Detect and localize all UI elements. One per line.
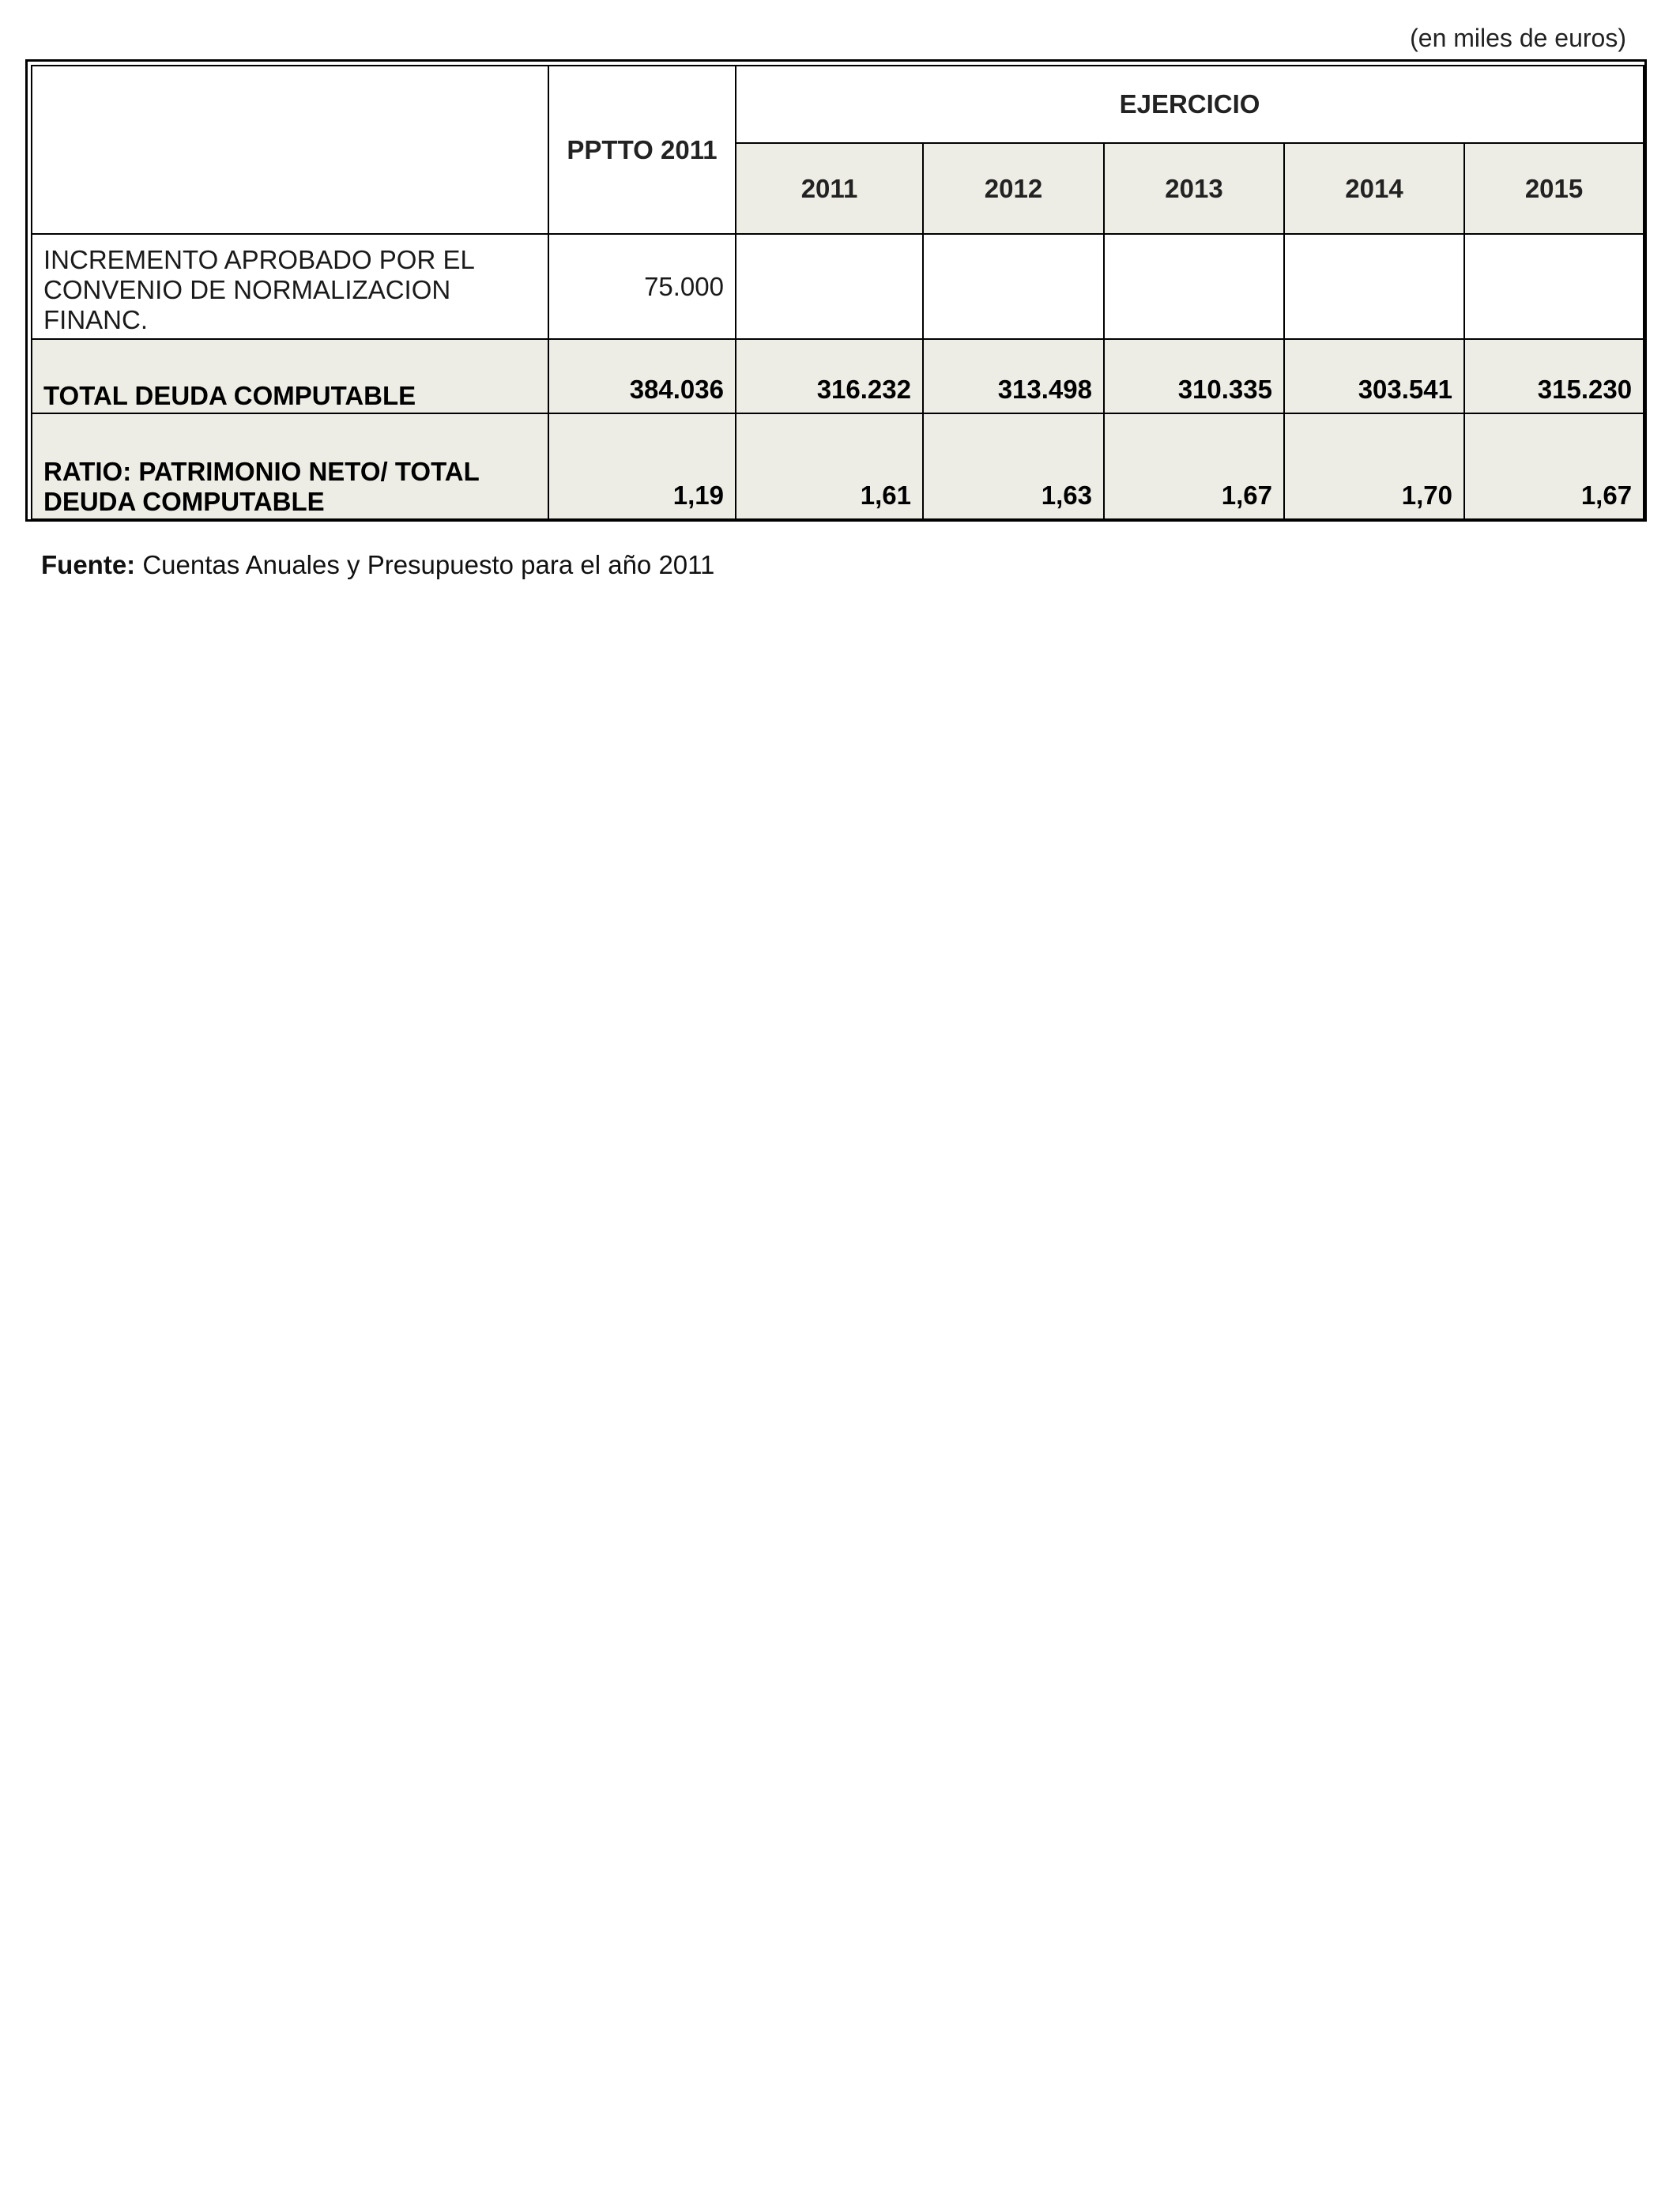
year-value-2015: 315.230 — [1464, 339, 1644, 413]
year-value-2012 — [923, 234, 1104, 339]
year-value-2012: 313.498 — [923, 339, 1104, 413]
year-header-2013: 2013 — [1104, 143, 1284, 234]
year-value-2013: 1,67 — [1104, 413, 1284, 519]
row-label: TOTAL DEUDA COMPUTABLE — [32, 339, 548, 413]
year-value-2014: 1,70 — [1284, 413, 1464, 519]
year-value-2014 — [1284, 234, 1464, 339]
year-header-2012: 2012 — [923, 143, 1104, 234]
ejercicio-header: EJERCICIO — [736, 66, 1644, 143]
year-header-2015: 2015 — [1464, 143, 1644, 234]
row-label: RATIO: PATRIMONIO NETO/ TOTAL DEUDA COMPUTABLE — [32, 413, 548, 519]
header-row-top — [32, 66, 1644, 143]
year-value-2014: 303.541 — [1284, 339, 1464, 413]
debt-ratio-table — [31, 65, 1644, 520]
year-value-2015 — [1464, 234, 1644, 339]
pptto-value: 75.000 — [548, 234, 736, 339]
year-value-2011: 1,61 — [736, 413, 923, 519]
table-row-total-deuda — [32, 339, 1644, 413]
table-row-incremento — [32, 234, 1644, 339]
pptto-header: PPTTO 2011 — [548, 66, 736, 234]
units-note: (en miles de euros) — [1410, 24, 1626, 52]
row-label: INCREMENTO APROBADO POR EL CONVENIO DE NORMALIZACION FINANC. — [32, 234, 548, 339]
year-header-2011: 2011 — [736, 143, 923, 234]
source-label: Fuente: — [41, 550, 136, 579]
year-value-2012: 1,63 — [923, 413, 1104, 519]
year-value-2013 — [1104, 234, 1284, 339]
year-value-2013: 310.335 — [1104, 339, 1284, 413]
debt-ratio-table-frame — [25, 59, 1647, 522]
table-row-ratio — [32, 413, 1644, 519]
year-value-2015: 1,67 — [1464, 413, 1644, 519]
source-note — [41, 550, 714, 580]
year-value-2011 — [736, 234, 923, 339]
pptto-value: 384.036 — [548, 339, 736, 413]
year-value-2011: 316.232 — [736, 339, 923, 413]
year-header-2014: 2014 — [1284, 143, 1464, 234]
pptto-value: 1,19 — [548, 413, 736, 519]
source-text: Cuentas Anuales y Presupuesto para el año 2011 — [142, 550, 715, 579]
header-empty-cell — [32, 66, 548, 234]
